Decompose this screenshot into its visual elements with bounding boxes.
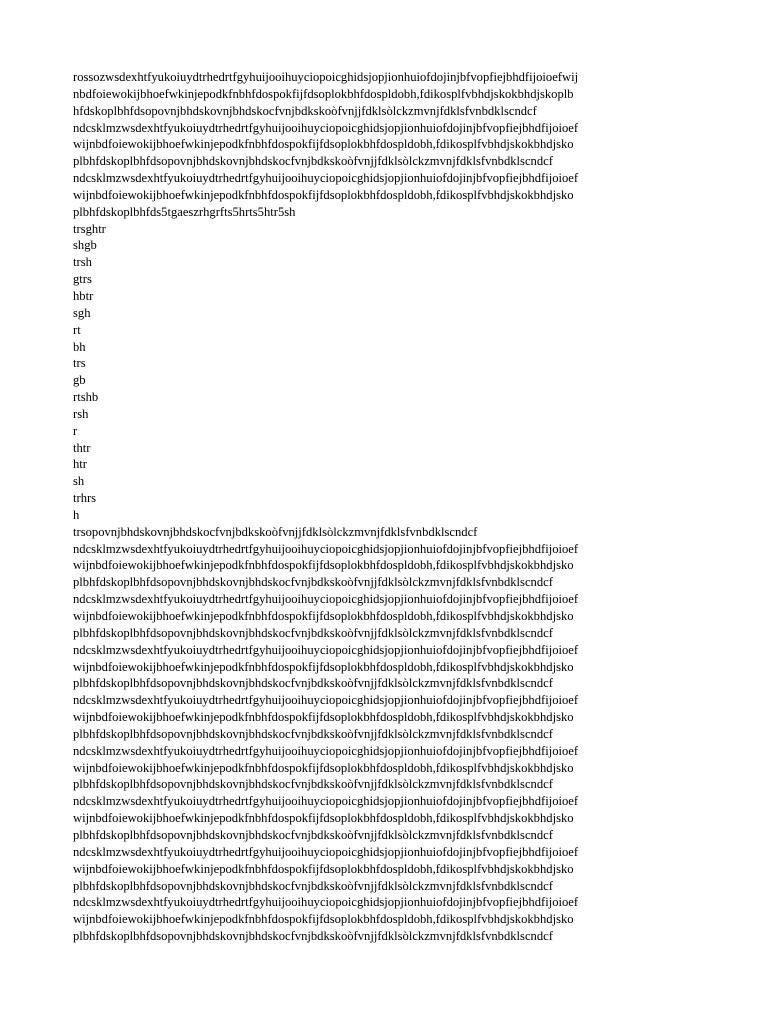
text-line: nbdfoiewokijbhoefwkinjepodkfnbhfdospokfijfdsoplokbhfdospldobh,fdikosplfvbhdjskokbhdjskoplb	[73, 86, 574, 101]
text-line: ndcsklmzwsdexhtfyukoiuydtrhedrtfgyhuijooihuyciopoicghidsjopjionhuiofdojinjbfvopfiejbhdfijoioef	[73, 895, 579, 910]
text-line: plbhfdskoplbhfdsopovnjbhdskovnjbhdskocfvnjbdkskoòfvnjjfdklsòlckzmvnjfdklsfvnbdklscndcf	[73, 827, 553, 842]
text-line: sh	[73, 474, 85, 489]
text-line: ndcsklmzwsdexhtfyukoiuydtrhedrtfgyhuijooihuyciopoicghidsjopjionhuiofdojinjbfvopfiejbhdfijoioef	[73, 541, 579, 556]
text-line: plbhfdskoplbhfdsopovnjbhdskovnjbhdskocfvnjbdkskoòfvnjjfdklsòlckzmvnjfdklsfvnbdklscndcf	[73, 625, 553, 640]
text-line: hbtr	[73, 288, 94, 303]
text-line: ndcsklmzwsdexhtfyukoiuydtrhedrtfgyhuijooihuyciopoicghidsjopjionhuiofdojinjbfvopfiejbhdfijoioef	[73, 693, 579, 708]
text-line: trsghtr	[73, 221, 106, 236]
text-line: wijnbdfoiewokijbhoefwkinjepodkfnbhfdospokfijfdsoplokbhfdospldobh,fdikosplfvbhdjskokbhdjsko	[73, 710, 574, 725]
text-line: bh	[73, 339, 86, 354]
text-line: trsh	[73, 255, 92, 270]
text-line: ndcsklmzwsdexhtfyukoiuydtrhedrtfgyhuijooihuyciopoicghidsjopjionhuiofdojinjbfvopfiejbhdfijoioef	[73, 794, 579, 809]
text-line: ndcsklmzwsdexhtfyukoiuydtrhedrtfgyhuijooihuyciopoicghidsjopjionhuiofdojinjbfvopfiejbhdfijoioef	[73, 120, 579, 135]
text-line: trhrs	[73, 491, 97, 506]
text-line: wijnbdfoiewokijbhoefwkinjepodkfnbhfdospokfijfdsoplokbhfdospldobh,fdikosplfvbhdjskokbhdjsko	[73, 861, 574, 876]
text-line: trsopovnjbhdskovnjbhdskocfvnjbdkskoòfvnjjfdklsòlckzmvnjfdklsfvnbdklscndcf	[73, 524, 478, 539]
text-line: wijnbdfoiewokijbhoefwkinjepodkfnbhfdospokfijfdsoplokbhfdospldobh,fdikosplfvbhdjskokbhdjsko	[73, 558, 574, 573]
text-line: gtrs	[73, 272, 92, 287]
text-line: wijnbdfoiewokijbhoefwkinjepodkfnbhfdospokfijfdsoplokbhfdospldobh,fdikosplfvbhdjskokbhdjsko	[73, 811, 574, 826]
text-line: plbhfdskoplbhfdsopovnjbhdskovnjbhdskocfvnjbdkskoòfvnjjfdklsòlckzmvnjfdklsfvnbdklscndcf	[73, 154, 553, 169]
text-line: hfdskoplbhfdsopovnjbhdskovnjbhdskocfvnjbdkskoòfvnjjfdklsòlckzmvnjfdklsfvnbdklscndcf	[73, 103, 537, 118]
text-line: plbhfdskoplbhfdsopovnjbhdskovnjbhdskocfvnjbdkskoòfvnjjfdklsòlckzmvnjfdklsfvnbdklscndcf	[73, 929, 553, 944]
text-line: plbhfdskoplbhfdsopovnjbhdskovnjbhdskocfvnjbdkskoòfvnjjfdklsòlckzmvnjfdklsfvnbdklscndcf	[73, 878, 553, 893]
text-line: wijnbdfoiewokijbhoefwkinjepodkfnbhfdospokfijfdsoplokbhfdospldobh,fdikosplfvbhdjskokbhdjsko	[73, 609, 574, 623]
text-line: rtshb	[73, 390, 99, 405]
text-line: wijnbdfoiewokijbhoefwkinjepodkfnbhfdospokfijfdsoplokbhfdospldobh,fdikosplfvbhdjskokbhdjsko	[73, 659, 574, 674]
text-line: plbhfdskoplbhfdsopovnjbhdskovnjbhdskocfvnjbdkskoòfvnjjfdklsòlckzmvnjfdklsfvnbdklscndcf	[73, 726, 553, 741]
text-line: wijnbdfoiewokijbhoefwkinjepodkfnbhfdospokfijfdsoplokbhfdospldobh,fdikosplfvbhdjskokbhdjsko	[73, 760, 574, 775]
text-line: ndcsklmzwsdexhtfyukoiuydtrhedrtfgyhuijooihuyciopoicghidsjopjionhuiofdojinjbfvopfiejbhdfijoioef	[73, 743, 579, 758]
text-line: trs	[73, 356, 86, 371]
text-line: wijnbdfoiewokijbhoefwkinjepodkfnbhfdospokfijfdsoplokbhfdospldobh,fdikosplfvbhdjskokbhdjsko	[73, 912, 574, 927]
text-line: plbhfdskoplbhfdsopovnjbhdskovnjbhdskocfvnjbdkskoòfvnjjfdklsòlckzmvnjfdklsfvnbdklscndcf	[73, 575, 553, 590]
text-line: ndcsklmzwsdexhtfyukoiuydtrhedrtfgyhuijooihuyciopoicghidsjopjionhuiofdojinjbfvopfiejbhdfijoioef	[73, 844, 579, 859]
text-line: wijnbdfoiewokijbhoefwkinjepodkfnbhfdospokfijfdsoplokbhfdospldobh,fdikosplfvbhdjskokbhdjsko	[73, 187, 574, 202]
text-line: rossozwsdexhtfyukoiuydtrhedrtfgyhuijooihuyciopoicghidsjopjionhuiofdojinjbfvopfiejbhdfijoioefwij	[73, 70, 579, 84]
text-line: h	[73, 507, 80, 522]
text-line: ndcsklmzwsdexhtfyukoiuydtrhedrtfgyhuijooihuyciopoicghidsjopjionhuiofdojinjbfvopfiejbhdfijoioef	[73, 592, 579, 607]
text-line: thtr	[73, 440, 91, 455]
text-line: shgb	[73, 238, 97, 253]
text-line: r	[73, 423, 78, 438]
text-line: plbhfdskoplbhfds5tgaeszrhgrfts5hrts5htr5sh	[73, 204, 296, 219]
text-line: htr	[73, 457, 87, 472]
text-line: sgh	[73, 305, 91, 320]
text-line: rt	[73, 322, 81, 337]
document-page	[73, 69, 733, 945]
text-line: gb	[73, 373, 86, 388]
text-line: rsh	[73, 406, 89, 421]
text-line: ndcsklmzwsdexhtfyukoiuydtrhedrtfgyhuijooihuyciopoicghidsjopjionhuiofdojinjbfvopfiejbhdfijoioef	[73, 642, 579, 657]
text-line: wijnbdfoiewokijbhoefwkinjepodkfnbhfdospokfijfdsoplokbhfdospldobh,fdikosplfvbhdjskokbhdjsko	[73, 137, 574, 152]
text-line: plbhfdskoplbhfdsopovnjbhdskovnjbhdskocfvnjbdkskoòfvnjjfdklsòlckzmvnjfdklsfvnbdklscndcf	[73, 777, 553, 792]
text-line: ndcsklmzwsdexhtfyukoiuydtrhedrtfgyhuijooihuyciopoicghidsjopjionhuiofdojinjbfvopfiejbhdfijoioef	[73, 171, 579, 186]
text-line: plbhfdskoplbhfdsopovnjbhdskovnjbhdskocfvnjbdkskoòfvnjjfdklsòlckzmvnjfdklsfvnbdklscndcf	[73, 676, 553, 691]
